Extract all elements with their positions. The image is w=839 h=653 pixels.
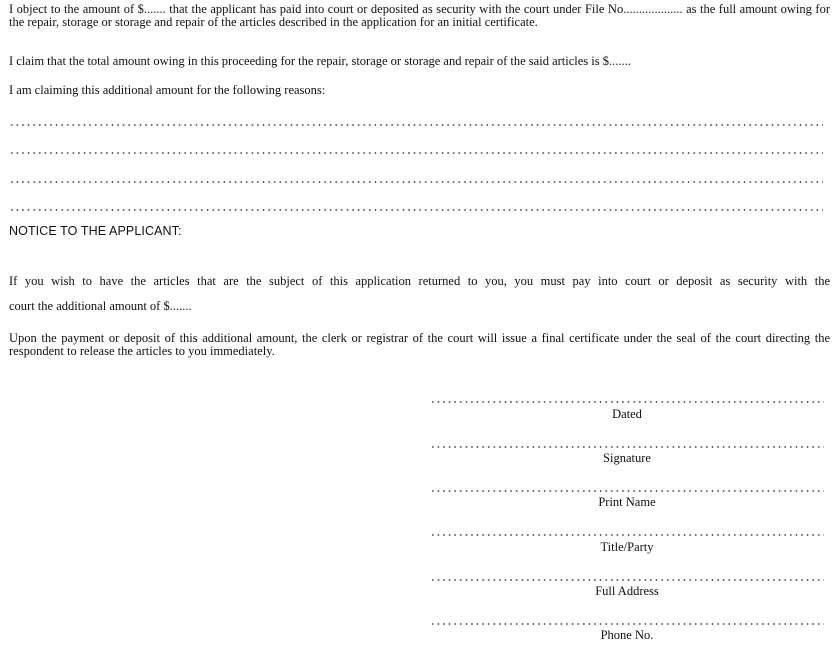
return-instructions-paragraph: If you wish to have the articles that are the subject of this application returned to you, you must pay into court or deposit as security with the — [9, 274, 830, 288]
additional-amount-blank[interactable]: ....... — [169, 299, 192, 313]
reason-line-1[interactable] — [9, 124, 823, 126]
print-name-label: Print Name — [598, 495, 656, 509]
dated-line[interactable] — [430, 401, 824, 403]
title-party-label: Title/Party — [600, 540, 654, 554]
amount-paid-blank[interactable]: ....... — [143, 2, 166, 16]
file-number-blank[interactable]: .................. — [626, 2, 683, 16]
full-address-line[interactable] — [430, 579, 824, 581]
release-paragraph: Upon the payment or deposit of this additional amount, the clerk or registrar of the court will issue a final certificate under the seal of the court directing the respondent to release the articles to you immediately. — [9, 331, 830, 358]
reason-line-4[interactable] — [9, 209, 823, 211]
additional-amount-paragraph — [9, 300, 830, 313]
objection-text-1: I object to the amount of $ — [9, 2, 144, 16]
reason-line-2[interactable] — [9, 152, 823, 154]
phone-line[interactable] — [430, 623, 824, 625]
claim-paragraph — [9, 55, 830, 68]
total-amount-blank[interactable]: ....... — [609, 54, 631, 68]
reasons-intro: I am claiming this additional amount for the following reasons: — [9, 83, 326, 97]
title-party-line[interactable] — [430, 534, 824, 536]
dated-label: Dated — [612, 407, 642, 421]
objection-text-3: as the full amount owing for the repair, storage or storage and repair of the articles described in the application for an initial certificate. — [9, 2, 830, 29]
reason-line-3[interactable] — [9, 181, 823, 183]
claim-text: I claim that the total amount owing in this proceeding for the repair, storage or storage and repair of the said articles is $ — [9, 54, 609, 68]
objection-text-2: that the applicant has paid into court or deposited as security with the court under File No. — [165, 2, 627, 16]
signature-line[interactable] — [430, 446, 824, 448]
signature-label: Signature — [603, 451, 651, 465]
full-address-label: Full Address — [595, 584, 659, 598]
notice-heading: NOTICE TO THE APPLICANT: — [9, 224, 182, 238]
print-name-line[interactable] — [430, 490, 824, 492]
additional-amount-text: court the additional amount of $ — [9, 299, 170, 313]
objection-paragraph — [9, 3, 830, 29]
phone-label: Phone No. — [600, 628, 654, 642]
